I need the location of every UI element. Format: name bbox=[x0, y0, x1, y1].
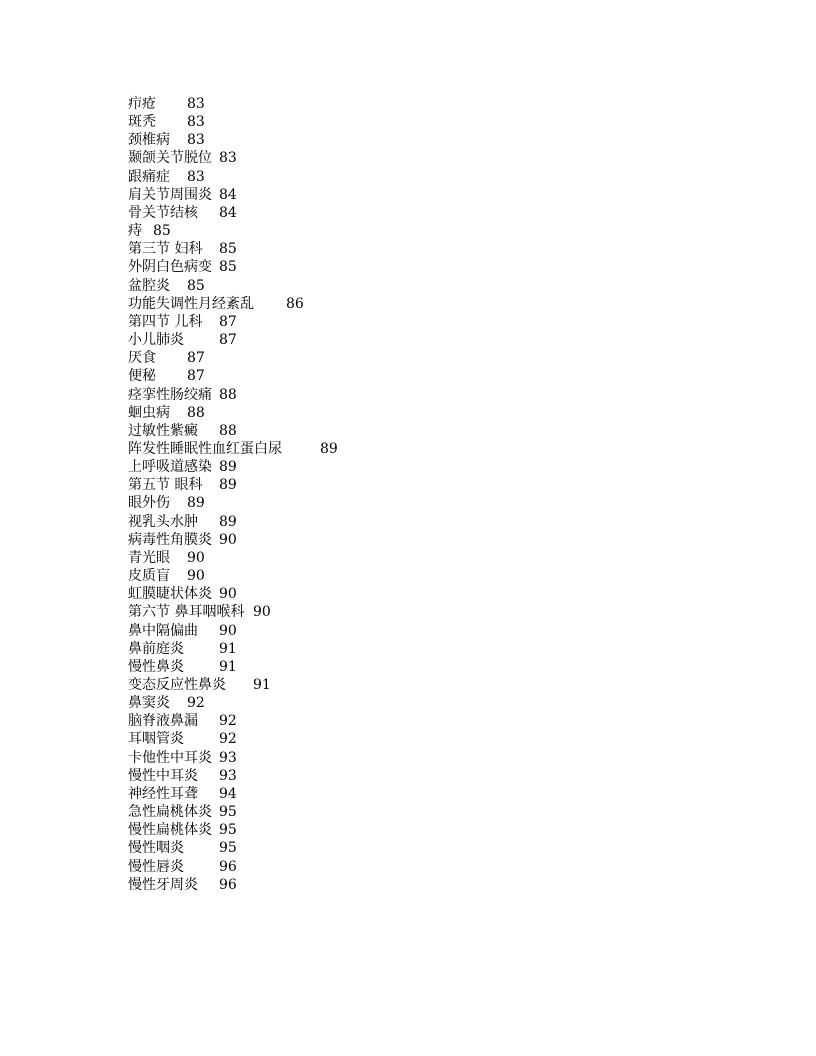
toc-entry bbox=[0, 367, 816, 385]
toc-entry bbox=[0, 821, 816, 839]
toc-entry-page-number: 87 bbox=[219, 313, 237, 330]
toc-entry bbox=[0, 222, 816, 240]
toc-entry-page-number: 89 bbox=[219, 459, 237, 476]
toc-entry-title: 慢性扁桃体炎 bbox=[128, 822, 212, 839]
toc-entry-title: 第四节 儿科 bbox=[128, 313, 203, 330]
toc-entry-title: 鼻前庭炎 bbox=[128, 640, 184, 657]
toc-entry-title: 阵发性睡眠性血红蛋白尿 bbox=[128, 440, 282, 457]
toc-entry-title: 变态反应性鼻炎 bbox=[128, 677, 226, 693]
toc-entry-page-number: 83 bbox=[187, 96, 205, 112]
toc-entry-page-number: 85 bbox=[187, 277, 205, 294]
toc-entry bbox=[0, 767, 816, 785]
toc-entry bbox=[0, 258, 816, 276]
toc-entry-title: 第三节 妇科 bbox=[128, 241, 203, 258]
toc-entry-page-number: 83 bbox=[187, 168, 205, 185]
toc-entry-page-number: 90 bbox=[219, 622, 237, 639]
toc-entry bbox=[0, 458, 816, 476]
toc-entry bbox=[0, 858, 816, 876]
toc-entry bbox=[0, 331, 816, 349]
toc-entry-title: 脑脊液鼻漏 bbox=[128, 713, 198, 730]
toc-entry bbox=[0, 876, 816, 894]
toc-entry bbox=[0, 404, 816, 422]
toc-entry bbox=[0, 149, 816, 167]
toc-entry-page-number: 95 bbox=[219, 822, 237, 839]
toc-entry-title: 慢性唇炎 bbox=[128, 858, 184, 875]
toc-entry-page-number: 87 bbox=[219, 332, 237, 349]
toc-entry-page-number: 94 bbox=[219, 785, 237, 802]
toc-entry-page-number: 84 bbox=[219, 186, 237, 203]
toc-entry-page-number: 87 bbox=[187, 350, 205, 367]
toc-entry-title: 厌食 bbox=[128, 350, 156, 367]
toc-entry-page-number: 85 bbox=[219, 259, 237, 276]
toc-entry bbox=[0, 803, 816, 821]
toc-entry-page-number: 83 bbox=[219, 150, 237, 167]
toc-entry-title: 骨关节结核 bbox=[128, 204, 198, 221]
toc-entry bbox=[0, 712, 816, 730]
toc-entry-page-number: 90 bbox=[253, 604, 271, 621]
toc-entry bbox=[0, 785, 816, 803]
toc-entry-page-number: 83 bbox=[187, 114, 205, 131]
toc-entry-title: 斑秃 bbox=[128, 114, 156, 131]
toc-entry bbox=[0, 95, 816, 113]
toc-entry-title: 急性扁桃体炎 bbox=[128, 804, 212, 821]
toc-entry-title: 慢性牙周炎 bbox=[128, 876, 198, 893]
toc-entry bbox=[0, 240, 816, 258]
toc-entry-page-number: 87 bbox=[187, 368, 205, 385]
toc-entry-title: 慢性鼻炎 bbox=[128, 658, 184, 675]
toc-entry bbox=[0, 694, 816, 712]
toc-entry-page-number: 85 bbox=[219, 241, 237, 258]
toc-entry-page-number: 83 bbox=[187, 132, 205, 149]
toc-entry-title: 跟痛症 bbox=[128, 168, 170, 185]
toc-entry bbox=[0, 676, 816, 694]
toc-entry-page-number: 89 bbox=[320, 440, 338, 457]
toc-entry-title: 第五节 眼科 bbox=[128, 477, 203, 494]
toc-entry-page-number: 86 bbox=[286, 295, 304, 312]
toc-entry-page-number: 92 bbox=[187, 695, 205, 712]
toc-entry bbox=[0, 730, 816, 748]
toc-entry bbox=[0, 549, 816, 567]
toc-entry-page-number: 92 bbox=[219, 713, 237, 730]
toc-entry bbox=[0, 658, 816, 676]
toc-entry-page-number: 88 bbox=[219, 422, 237, 439]
toc-entry-title: 过敏性紫癜 bbox=[128, 422, 198, 439]
toc-entry-title: 功能失调性月经紊乱 bbox=[128, 295, 254, 312]
toc-entry-page-number: 89 bbox=[219, 477, 237, 494]
toc-entry bbox=[0, 513, 816, 531]
toc-entry-page-number: 90 bbox=[219, 531, 237, 548]
toc-entry bbox=[0, 839, 816, 857]
table-of-contents bbox=[0, 95, 816, 894]
toc-entry-title: 病毒性角膜炎 bbox=[128, 531, 212, 548]
toc-entry bbox=[0, 349, 816, 367]
toc-entry bbox=[0, 494, 816, 512]
toc-entry-title: 小儿肺炎 bbox=[128, 332, 184, 349]
toc-entry bbox=[0, 386, 816, 404]
toc-entry-page-number: 84 bbox=[219, 204, 237, 221]
toc-entry-title: 慢性咽炎 bbox=[128, 840, 184, 857]
toc-entry-title: 第六节 鼻耳咽喉科 bbox=[128, 604, 245, 621]
toc-entry-page-number: 91 bbox=[219, 658, 237, 675]
toc-entry-page-number: 90 bbox=[187, 568, 205, 585]
toc-entry-page-number: 91 bbox=[219, 640, 237, 657]
toc-entry bbox=[0, 131, 816, 149]
toc-entry bbox=[0, 603, 816, 621]
toc-entry bbox=[0, 567, 816, 585]
toc-entry-title: 蛔虫病 bbox=[128, 404, 170, 421]
toc-entry-page-number: 85 bbox=[153, 223, 171, 240]
toc-entry-page-number: 88 bbox=[219, 386, 237, 403]
toc-entry-title: 虹膜睫状体炎 bbox=[128, 586, 212, 603]
toc-entry-page-number: 96 bbox=[219, 876, 237, 893]
toc-entry-page-number: 96 bbox=[219, 858, 237, 875]
toc-entry-title: 慢性中耳炎 bbox=[128, 767, 198, 784]
toc-entry-page-number: 90 bbox=[187, 549, 205, 566]
toc-entry-page-number: 89 bbox=[187, 495, 205, 512]
toc-entry-title: 视乳头水肿 bbox=[128, 513, 198, 530]
toc-entry bbox=[0, 422, 816, 440]
toc-entry-page-number: 88 bbox=[187, 404, 205, 421]
toc-entry-page-number: 91 bbox=[253, 677, 271, 693]
toc-entry-title: 盆腔炎 bbox=[128, 277, 170, 294]
toc-entry-title: 便秘 bbox=[128, 368, 156, 385]
toc-entry bbox=[0, 640, 816, 658]
toc-entry-title: 颞颌关节脱位 bbox=[128, 150, 212, 167]
toc-entry bbox=[0, 186, 816, 204]
toc-entry-title: 耳咽管炎 bbox=[128, 731, 184, 748]
toc-entry bbox=[0, 168, 816, 186]
toc-entry-title: 疖疮 bbox=[128, 96, 156, 112]
toc-entry-title: 鼻窦炎 bbox=[128, 695, 170, 712]
toc-entry bbox=[0, 440, 816, 458]
toc-entry bbox=[0, 204, 816, 222]
toc-entry-title: 神经性耳聋 bbox=[128, 785, 198, 802]
toc-entry-page-number: 95 bbox=[219, 840, 237, 857]
toc-entry bbox=[0, 749, 816, 767]
toc-entry-title: 外阴白色病变 bbox=[128, 259, 212, 276]
toc-entry bbox=[0, 313, 816, 331]
toc-entry bbox=[0, 531, 816, 549]
toc-entry-title: 眼外伤 bbox=[128, 495, 170, 512]
toc-entry-title: 颈椎病 bbox=[128, 132, 170, 149]
toc-entry-title: 青光眼 bbox=[128, 549, 170, 566]
toc-entry bbox=[0, 585, 816, 603]
toc-entry-page-number: 93 bbox=[219, 749, 237, 766]
toc-entry-page-number: 95 bbox=[219, 804, 237, 821]
toc-entry-title: 鼻中隔偏曲 bbox=[128, 622, 198, 639]
toc-entry-title: 卡他性中耳炎 bbox=[128, 749, 212, 766]
toc-entry bbox=[0, 476, 816, 494]
toc-entry bbox=[0, 295, 816, 313]
toc-entry-title: 上呼吸道感染 bbox=[128, 459, 212, 476]
toc-entry-page-number: 90 bbox=[219, 586, 237, 603]
toc-entry-page-number: 92 bbox=[219, 731, 237, 748]
toc-entry-page-number: 93 bbox=[219, 767, 237, 784]
toc-entry-title: 痉挛性肠绞痛 bbox=[128, 386, 212, 403]
toc-entry bbox=[0, 277, 816, 295]
toc-entry-title: 痔 bbox=[128, 223, 142, 240]
toc-entry bbox=[0, 622, 816, 640]
toc-entry-title: 皮质盲 bbox=[128, 568, 170, 585]
toc-entry-title: 肩关节周围炎 bbox=[128, 186, 212, 203]
toc-entry-page-number: 89 bbox=[219, 513, 237, 530]
toc-entry bbox=[0, 113, 816, 131]
